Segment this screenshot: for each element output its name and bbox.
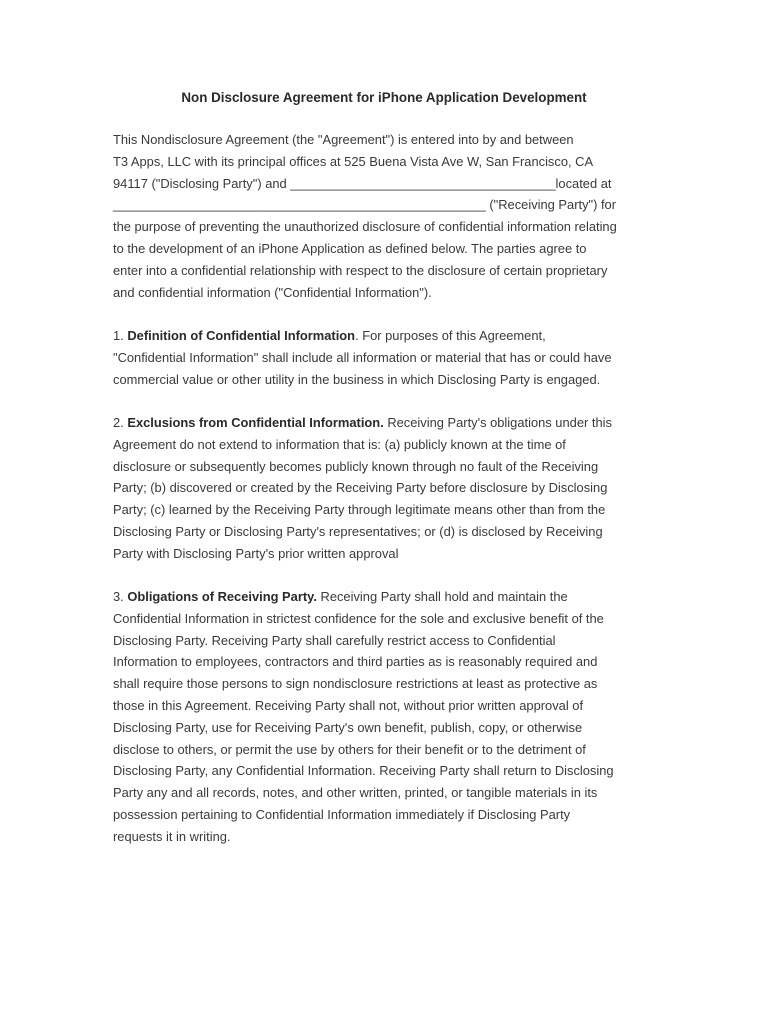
section-first-line	[113, 325, 673, 347]
paragraph-line: Disclosing Party. Receiving Party shall carefully restrict access to Confidential	[113, 632, 556, 648]
paragraph-line: commercial value or other utility in the business in which Disclosing Party is engaged.	[113, 371, 601, 387]
paragraph-line: 94117 ("Disclosing Party") and _____________________________________located at	[113, 175, 612, 191]
paragraph-line: shall require those persons to sign nondisclosure restrictions at least as protective as	[113, 676, 598, 692]
section-first-line-text: Receiving Party shall hold and maintain the	[316, 589, 568, 604]
section-number: 2.	[113, 415, 128, 430]
section-definition	[113, 325, 673, 390]
paragraph-line: those in this Agreement. Receiving Party shall not, without prior written approval of	[113, 697, 584, 713]
section-heading: Obligations of Receiving Party.	[127, 589, 317, 604]
paragraph-line: disclosure or subsequently becomes publicly known through no fault of the Receiving	[113, 458, 599, 474]
paragraph-line: Confidential Information in strictest confidence for the sole and exclusive benefit of the	[113, 610, 604, 626]
section-first-line	[113, 412, 673, 434]
paragraph-line: to the development of an iPhone Application as defined below. The parties agree to	[113, 240, 587, 256]
paragraph-line: Disclosing Party, use for Receiving Party's own benefit, publish, copy, or otherwise	[113, 719, 583, 735]
paragraph-line: Disclosing Party, any Confidential Information. Receiving Party shall return to Disclosing	[113, 763, 614, 779]
intro-paragraph	[113, 129, 673, 303]
section-number: 3.	[113, 589, 128, 604]
section-number: 1.	[113, 328, 128, 343]
paragraph-line: Party; (c) learned by the Receiving Party through legitimate means other than from the	[113, 502, 606, 518]
section-heading: Definition of Confidential Information	[127, 328, 356, 343]
paragraph-line: requests it in writing.	[113, 828, 231, 844]
paragraph-line: possession pertaining to Confidential Information immediately if Disclosing Party	[113, 806, 571, 822]
paragraph-line: Agreement do not extend to information that is: (a) publicly known at the time of	[113, 436, 566, 452]
paragraph-line: Party with Disclosing Party's prior written approval	[113, 545, 399, 561]
paragraph-line: Party; (b) discovered or created by the Receiving Party before disclosure by Disclosing	[113, 480, 608, 496]
section-first-line-text: . For purposes of this Agreement,	[355, 328, 546, 343]
section-first-line-text: Receiving Party's obligations under this	[383, 415, 612, 430]
section-obligations	[113, 586, 673, 848]
section-exclusions	[113, 412, 673, 565]
paragraph-line: and confidential information ("Confidential Information").	[113, 284, 432, 300]
paragraph-line: "Confidential Information" shall include all information or material that has or could have	[113, 349, 612, 365]
paragraph-line: T3 Apps, LLC with its principal offices at 525 Buena Vista Ave W, San Francisco, CA	[113, 153, 594, 169]
section-first-line	[113, 586, 673, 608]
paragraph-line: the purpose of preventing the unauthorized disclosure of confidential information relating	[113, 219, 617, 235]
document-title: Non Disclosure Agreement for iPhone Application Development	[181, 90, 587, 105]
paragraph-line: Party any and all records, notes, and other written, printed, or tangible materials in its	[113, 785, 598, 801]
paragraph-line: This Nondisclosure Agreement (the "Agreement") is entered into by and between	[113, 132, 574, 147]
paragraph-line: Disclosing Party or Disclosing Party's representatives; or (d) is disclosed by Receiving	[113, 523, 603, 539]
paragraph-line: enter into a confidential relationship with respect to the disclosure of certain proprietary	[113, 262, 608, 278]
section-heading: Exclusions from Confidential Information.	[127, 415, 384, 430]
paragraph-line: disclose to others, or permit the use by others for their benefit or to the detriment of	[113, 741, 586, 757]
paragraph-line: Information to employees, contractors and third parties as is reasonably required and	[113, 654, 598, 670]
paragraph-line: ____________________________________________________ ("Receiving Party") for	[113, 197, 617, 213]
